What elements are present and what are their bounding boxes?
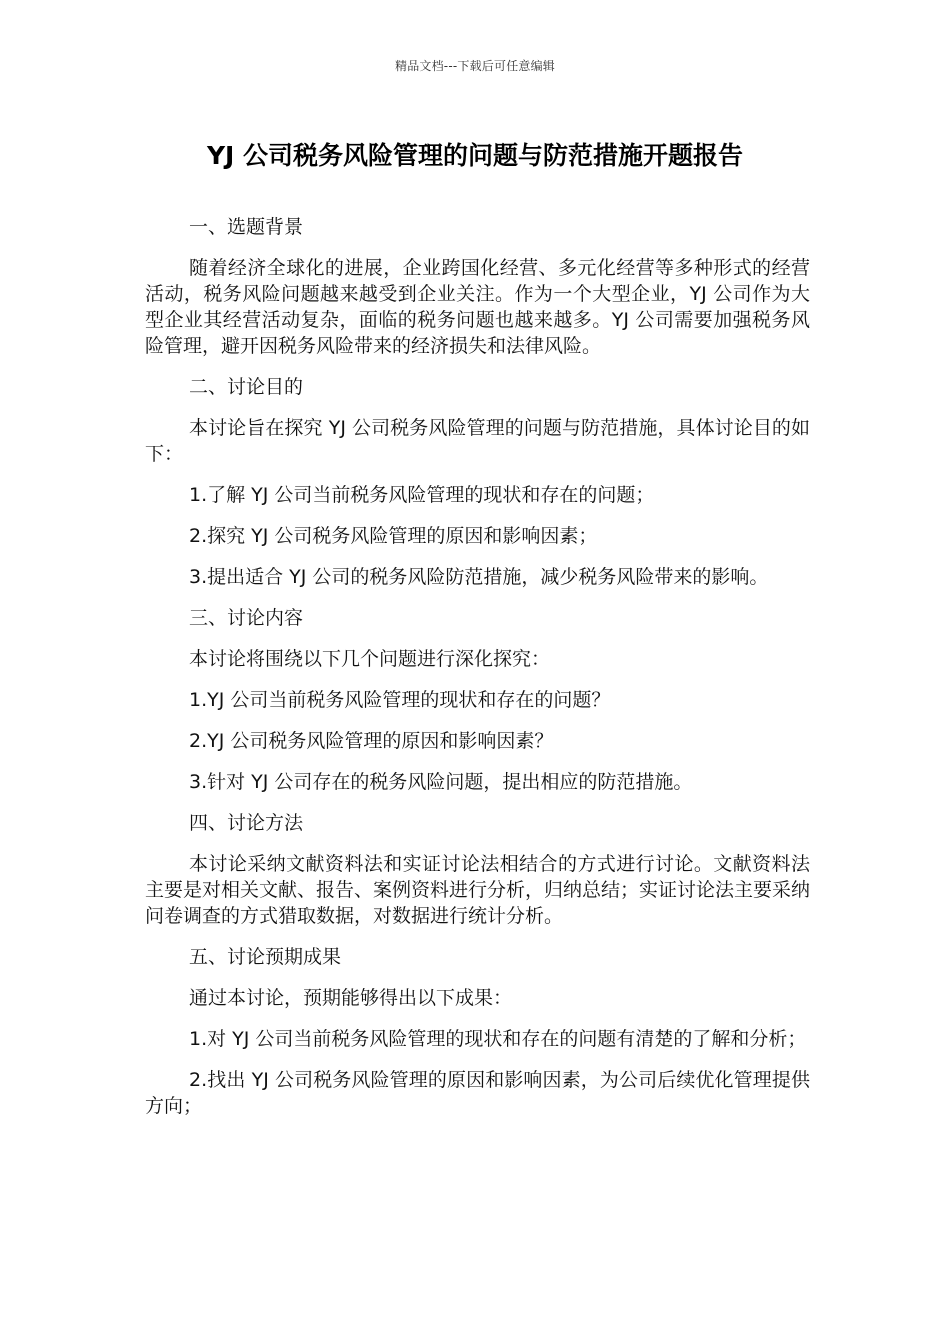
list-item: 2.YJ 公司税务风险管理的原因和影响因素？	[189, 730, 554, 752]
section-heading-method: 四、讨论方法	[189, 812, 304, 834]
document-body	[145, 214, 810, 1134]
list-item: 3.提出适合 YJ 公司的税务风险防范措施，减少税务风险带来的影响。	[189, 566, 769, 588]
paragraph-results: 通过本讨论，预期能够得出以下成果：	[189, 987, 513, 1009]
list-item: 3.针对 YJ 公司存在的税务风险问题，提出相应的防范措施。	[189, 771, 693, 793]
section-heading-content: 三、讨论内容	[189, 607, 304, 629]
list-item: 2.探究 YJ 公司税务风险管理的原因和影响因素；	[189, 525, 598, 547]
list-item: 1.了解 YJ 公司当前税务风险管理的现状和存在的问题；	[189, 484, 655, 506]
document-title: YJ 公司税务风险管理的问题与防范措施开题报告	[206, 141, 744, 170]
list-item: 2.找出 YJ 公司税务风险管理的原因和影响因素，为公司后续优化管理提供方向；	[145, 1069, 810, 1117]
header-note: 精品文档---下载后可任意编辑	[395, 59, 555, 73]
section-heading-background: 一、选题背景	[189, 216, 304, 238]
list-item: 1.对 YJ 公司当前税务风险管理的现状和存在的问题有清楚的了解和分析；	[189, 1028, 807, 1050]
paragraph-purpose: 本讨论旨在探究 YJ 公司税务风险管理的问题与防范措施，具体讨论目的如下：	[145, 417, 810, 465]
paragraph-method: 本讨论采纳文献资料法和实证讨论法相结合的方式进行讨论。文献资料法主要是对相关文献、报告、案例资料进行分析，归纳总结；实证讨论法主要采纳问卷调查的方式猎取数据，对数据进行统计分析。	[145, 853, 811, 927]
section-heading-results: 五、讨论预期成果	[189, 946, 342, 968]
paragraph-content: 本讨论将围绕以下几个问题进行深化探究：	[189, 648, 551, 670]
section-heading-purpose: 二、讨论目的	[189, 376, 304, 398]
paragraph-background: 随着经济全球化的进展，企业跨国化经营、多元化经营等多种形式的经营活动，税务风险问题越来越受到企业关注。作为一个大型企业，YJ 公司作为大型企业其经营活动复杂，面临的税务问题也越来越多。YJ 公司需要加强税务风险管理，避开因税务风险带来的经济损失和法律风险。	[145, 257, 810, 357]
list-item: 1.YJ 公司当前税务风险管理的现状和存在的问题？	[189, 689, 611, 711]
